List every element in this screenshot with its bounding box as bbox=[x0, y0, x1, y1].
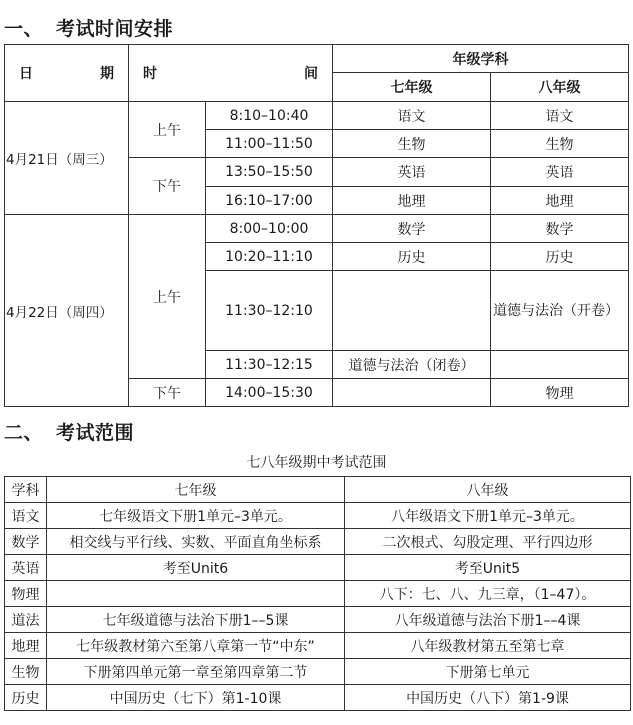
header-grade8: 八年级 bbox=[345, 477, 631, 503]
subject-cell: 地理 bbox=[5, 633, 47, 659]
time-cell: 13:50–15:50 bbox=[206, 158, 333, 187]
exam-scope-table bbox=[4, 476, 631, 711]
grade8-scope: 中国历史（八下）第1-9课 bbox=[345, 685, 631, 711]
header-subject: 学科 bbox=[5, 477, 47, 503]
grade8-subject: 地理 bbox=[491, 187, 629, 215]
grade7-scope: 七年级教材第六至第八章第一节“中东” bbox=[47, 633, 345, 659]
section-number: 二、 bbox=[4, 422, 44, 444]
time-cell: 10:20–11:10 bbox=[206, 243, 333, 271]
header-date: 日 期 bbox=[5, 45, 129, 102]
time-cell: 11:30–12:15 bbox=[206, 351, 333, 379]
subject-cell: 语文 bbox=[5, 503, 47, 529]
grade7-subject: 地理 bbox=[333, 187, 491, 215]
grade7-scope: 中国历史（七下）第1-10课 bbox=[47, 685, 345, 711]
grade8-subject: 数学 bbox=[491, 215, 629, 243]
grade7-scope: 相交线与平行线、实数、平面直角坐标系 bbox=[47, 529, 345, 555]
grade8-subject: 语文 bbox=[491, 102, 629, 130]
time-cell: 8:10–10:40 bbox=[206, 102, 333, 130]
subject-cell: 生物 bbox=[5, 659, 47, 685]
session-am: 上午 bbox=[129, 215, 206, 379]
grade7-scope: 七年级语文下册1单元–3单元。 bbox=[47, 503, 345, 529]
grade8-scope: 八下：七、八、九三章，（1–47）。 bbox=[345, 581, 631, 607]
subject-cell: 英语 bbox=[5, 555, 47, 581]
grade8-subject: 生物 bbox=[491, 130, 629, 158]
time-cell: 11:00–11:50 bbox=[206, 130, 333, 158]
grade8-scope: 下册第七单元 bbox=[345, 659, 631, 685]
time-cell: 11:30–12:10 bbox=[206, 271, 333, 351]
subject-cell: 道法 bbox=[5, 607, 47, 633]
header-time: 时 间 bbox=[129, 45, 333, 102]
section-title: 考试时间安排 bbox=[56, 18, 174, 40]
time-cell: 14:00–15:30 bbox=[206, 379, 333, 407]
grade7-scope bbox=[47, 581, 345, 607]
session-pm: 下午 bbox=[129, 379, 206, 407]
section-title: 考试范围 bbox=[56, 422, 135, 444]
scope-caption: 七八年级期中考试范围 bbox=[246, 455, 387, 471]
session-pm: 下午 bbox=[129, 158, 206, 215]
grade8-scope: 考至Unit5 bbox=[345, 555, 631, 581]
grade7-subject: 生物 bbox=[333, 130, 491, 158]
subject-cell: 物理 bbox=[5, 581, 47, 607]
grade7-subject: 历史 bbox=[333, 243, 491, 271]
grade8-subject: 英语 bbox=[491, 158, 629, 187]
header-grade-subject: 年级学科 bbox=[333, 45, 629, 73]
grade8-subject: 物理 bbox=[491, 379, 629, 407]
grade8-scope: 二次根式、勾股定理、平行四边形 bbox=[345, 529, 631, 555]
grade7-scope: 考至Unit6 bbox=[47, 555, 345, 581]
grade7-scope: 下册第四单元第一章至第四章第二节 bbox=[47, 659, 345, 685]
grade8-scope: 八年级教材第五至第七章 bbox=[345, 633, 631, 659]
exam-schedule-table bbox=[4, 44, 629, 407]
section-heading-schedule bbox=[4, 14, 173, 41]
time-cell: 8:00–10:00 bbox=[206, 215, 333, 243]
grade7-subject: 数学 bbox=[333, 215, 491, 243]
session-am: 上午 bbox=[129, 102, 206, 158]
time-cell: 16:10–17:00 bbox=[206, 187, 333, 215]
grade8-scope: 八年级道德与法治下册1––4课 bbox=[345, 607, 631, 633]
grade8-subject bbox=[491, 351, 629, 379]
date-cell: 4月21日（周三） bbox=[5, 102, 129, 215]
grade7-subject: 英语 bbox=[333, 158, 491, 187]
header-grade7: 七年级 bbox=[47, 477, 345, 503]
header-grade7: 七年级 bbox=[333, 73, 491, 102]
grade7-subject: 道德与法治（闭卷） bbox=[333, 351, 491, 379]
section-heading-scope bbox=[4, 418, 134, 445]
grade7-subject bbox=[333, 379, 491, 407]
subject-cell: 历史 bbox=[5, 685, 47, 711]
grade8-subject: 道德与法治（开卷） bbox=[491, 271, 629, 351]
grade7-subject: 语文 bbox=[333, 102, 491, 130]
header-grade8: 八年级 bbox=[491, 73, 629, 102]
grade7-subject bbox=[333, 271, 491, 351]
grade8-subject: 历史 bbox=[491, 243, 629, 271]
grade7-scope: 七年级道德与法治下册1––5课 bbox=[47, 607, 345, 633]
grade8-scope: 八年级语文下册1单元–3单元。 bbox=[345, 503, 631, 529]
date-cell: 4月22日（周四） bbox=[5, 215, 129, 407]
subject-cell: 数学 bbox=[5, 529, 47, 555]
section-number: 一、 bbox=[4, 18, 44, 40]
